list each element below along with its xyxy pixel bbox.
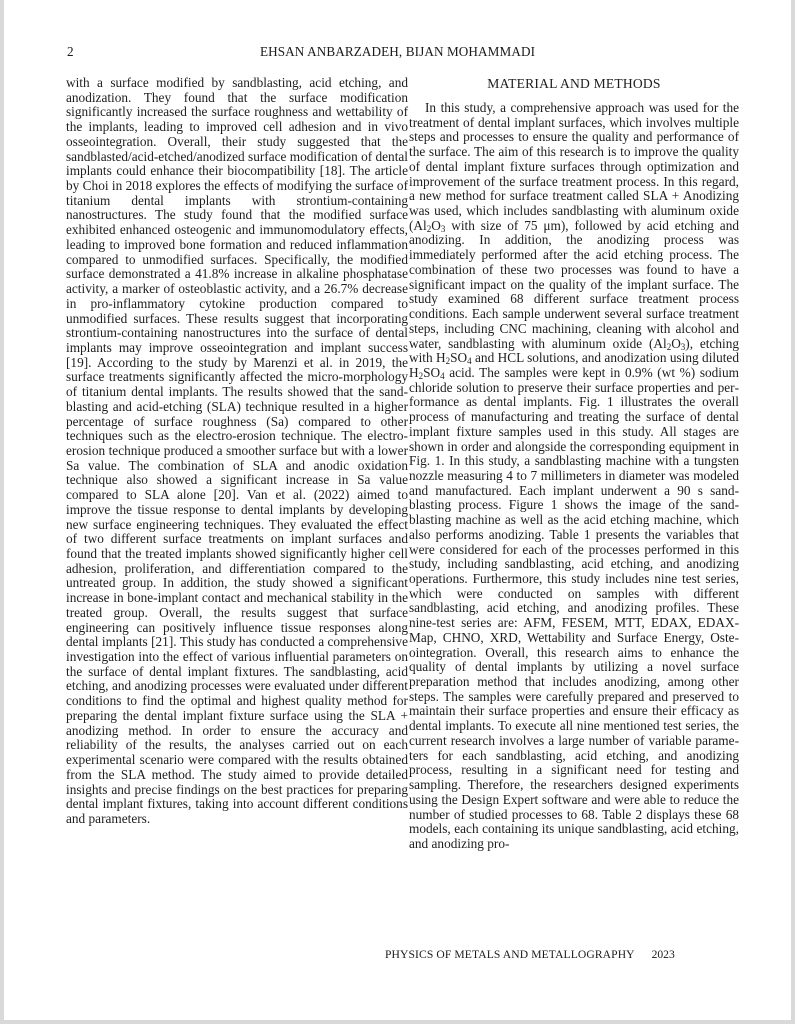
subscript: 4	[467, 356, 472, 367]
page-number: 2	[67, 44, 74, 59]
subscript: 3	[440, 223, 446, 234]
author-names: EHSAN ANBARZADEH, BIJAN MOHAMMADI	[259, 44, 536, 59]
publication-year: 2023	[651, 948, 675, 961]
subscript: 2	[445, 356, 451, 367]
text-run: and HCL solutions, and anodization using diluted H	[409, 350, 739, 380]
body-paragraph: with a surface modified by sandblasting, acid etching, and anodization. They found that the surface modification significantly increased the surface roughness and wettability of the implants, leading to improved cell adhesion and in vivo osseointegration. Overall, their study suggested that the sandblasted/acid-etched/anodized surface modification of dental implants could enhance their biocompatibility [18]. The article by Choi in 2018 explores the effects of modifying the surface of titanium dental implants with strontium-containing nanostructures. The study found that the modified surface exhibited enhanced osteogenic and immunomodulatory effects, leading to improved bone formation and reduced inflammation compared to unmodified surfaces. Specifically, the modified surface demonstrated a 41.8% increase in alkaline phosphatase activity, a marker of osteoblastic activity, and a 26.7% decrease in pro-inflammatory cytokine production compared to unmodified surfaces. These results suggest that incorporating strontium-containing nanostructures into the surface of dental implants may improve osseointegration and implant success [19]. According to the study by Marenzi et al. in 2019, the surface treatments significantly affected the micro-morphology of titanium dental implants. The results showed that the sandblasting and acid-etching (SLA) technique resulted in a higher percentage of surface roughness (Sa) compared to other techniques such as the electro-erosion technique. The electro-erosion technique produced a smoother surface but with a lower Sa value. The combination of SLA and anodic oxidation technique also showed a significant increase in Sa value compared to SLA alone [20]. Van et al. (2022) aimed to improve the tissue response to dental implants by developing new surface engineering techniques. They evaluated the effect of two different surface treatments on implant surfaces and found that the treated implants showed significantly higher cell adhesion, proliferation, and differentiation compared to the untreated group. In addition, the study showed a significant increase in bone-implant contact and mechanical stability in the treated group. Overall, the results suggest that surface engineering can positively influence tissue responses along dental implants [21]. This study has conducted a comprehensive investigation into the effect of various influential parameters on the surface of dental implant fixtures. The sandblasting, acid etching, and anodizing processes were evaluated under different conditions to find the optimal and highest quality method for preparing the dental implant fixture surface using the SLA + anodizing method. In order to ensure the accuracy and reliability of the results, the analyses carried out on each experimental scenario were compared with the results obtained from the SLA method. The study aimed to provide detailed insights and precise findings on the best practices for preparing dental implant fixtures, taking into account different conditions and parameters.	[66, 75, 408, 826]
text-run: acid. The samples were kept in 0.9% (wt %) sodium chloride solution to preserve their surface properties and performance as dental implants. Fig. 1 illustrates the overall process of manufacturing and treating the surface of dental implant fixture samples used in this study. All stages are shown in order and alongside the corresponding equipment in Fig. 1. In this study, a sandblasting machine with a tungsten nozzle measuring 4 to 7 millimeters in diameter was modeled and manufactured. Each implant underwent a 90 s sandblasting process. Figure 1 shows the image of the sandblasting machine as well as the acid etching machine, which also performs anodizing. Table 1 presents the variables that were considered for each of the processes performed in this study, including sandblasting, acid etching, and anodizing operations. Furthermore, this study includes nine test series, which were conducted on samples with different sandblasting, acid etching, and anodizing profiles. These nine-test series are: AFM, FESEM, MTT, EDAX, EDAX-Map, CHNO, XRD, Wettability and Surface Energy, Osteointegration. Overall, this research aims to enhance the quality of dental implants by utilizing a novel surface preparation method that includes anodizing, among other steps. The samples were carefully prepared and preserved to maintain their surface properties and ensure their efficacy as dental implants. To execute all nine mentioned test series, the current research involves a large number of variable parameters for each sandblasting, acid etching, and anodizing process, resulting in a significant need for testing and sampling. Therefore, the researchers designed experiments using the Design Expert software and were able to reduce the number of studied processes to 68. Table 2 displays these 68 models, each containing its unique sandblasting, acid etching, and anodizing pro-	[409, 364, 739, 851]
journal-name: PHYSICS OF METALS AND METALLOGRAPHY	[385, 948, 635, 961]
document-page	[4, 0, 791, 1020]
text-run: O	[431, 217, 441, 233]
subscript: 4	[440, 370, 445, 381]
text-run: SO	[450, 350, 468, 366]
text-run: ), etching with H	[409, 335, 739, 366]
subscript: 2	[666, 341, 672, 352]
right-column	[409, 76, 739, 852]
text-run: In this study, a comprehensive approach was used for the treatment of dental implant surfaces, which involves multiple steps and processes to ensure the quality and performance of the surface. The aim of this research is to improve the quality of dental implant fixture surfaces through optimization and improvement of the surface treatment process. In this regard, a new method for surface treatment called SLA + Anodizing was used, which includes sandblasting with aluminum oxide (Al	[409, 100, 739, 233]
text-run: with size of 75 μm), followed by acid etching and anodizing. In addition, the anodizing process was immediately performed after the acid etching process. The combination of these two processes was found to have a significant impact on the quality of the implant surface. The study examined 68 different surface treatment process conditions. Each sample underwent several surface treatment steps, including CNC machining, cleaning with alcohol and water, sandblasting with aluminum oxide (Al	[409, 217, 739, 351]
running-footer	[385, 948, 675, 961]
subscript: 2	[426, 223, 432, 234]
left-column	[66, 76, 408, 827]
section-title: MATERIAL AND METHODS	[487, 76, 661, 91]
text-run: O	[671, 335, 681, 351]
text-run: SO	[423, 364, 441, 380]
subscript: 3	[680, 341, 686, 352]
methods-paragraph	[409, 101, 739, 852]
subscript: 2	[418, 370, 424, 381]
